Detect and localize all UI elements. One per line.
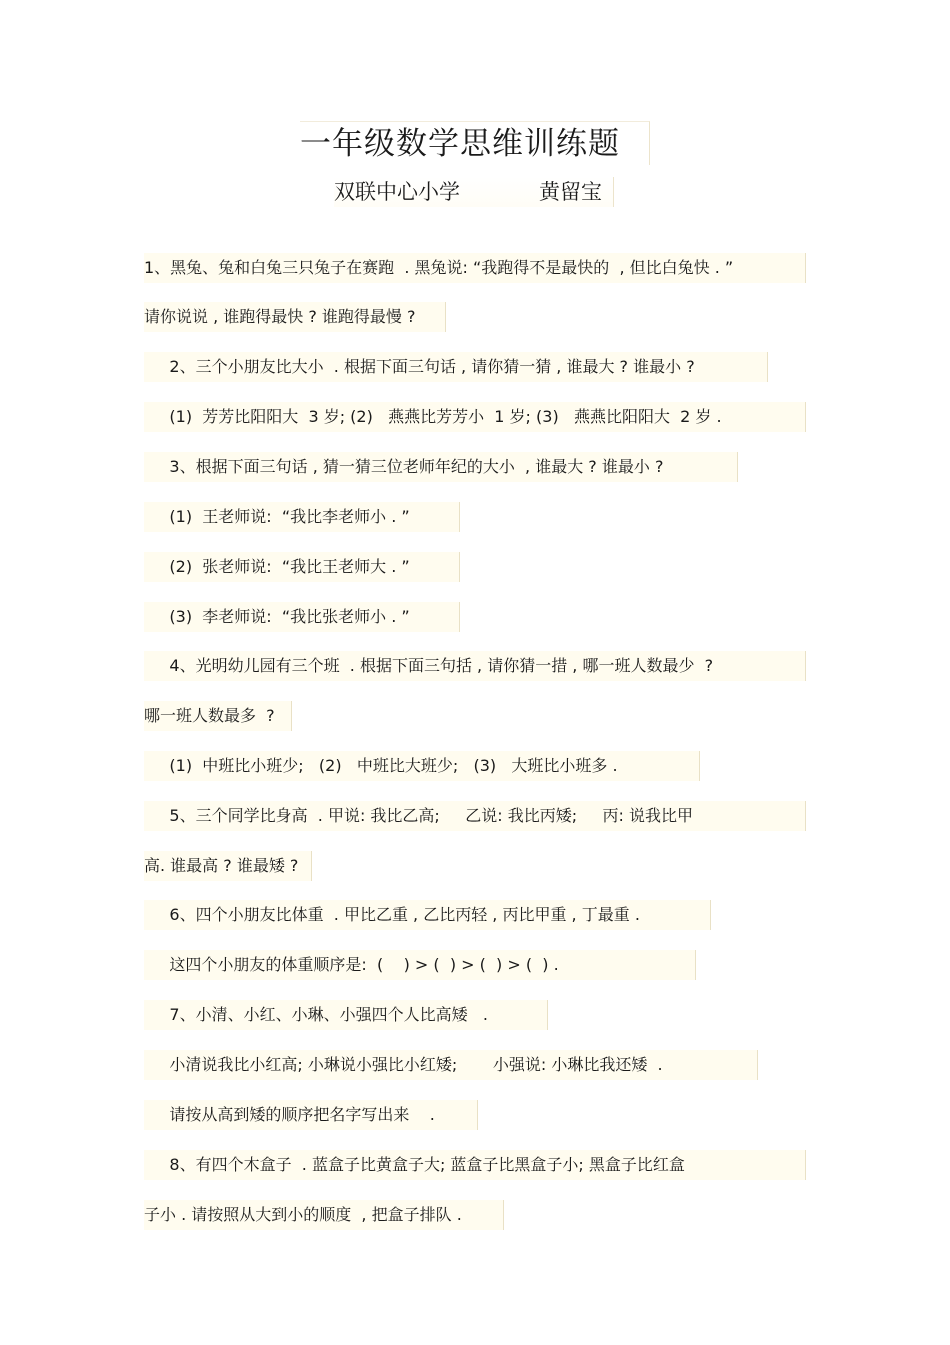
question-1-line-1: 1、黑兔、兔和白兔三只兔子在赛跑 . 黑兔说: “我跑得不是最快的 , 但比白兔快 . ”	[144, 253, 806, 283]
question-8-line-2: 子小 . 请按照从大到小的顺度 , 把盒子排队 .	[144, 1200, 504, 1230]
question-7-line-2: 小清说我比小红高; 小琳说小强比小红矮; 小强说: 小琳比我还矮 .	[144, 1050, 758, 1080]
question-4-line-1: 4、光明幼儿园有三个班 . 根据下面三句括 , 请你猜一措 , 哪一班人数最少 ?	[144, 651, 806, 681]
question-2-line-2: (1) 芳芳比阳阳大 3 岁; (2) 燕燕比芳芳小 1 岁; (3) 燕燕比阳阳大 2 岁 .	[144, 402, 806, 432]
author-name: 黄留宝	[539, 180, 602, 204]
question-5-line-1: 5、三个同学比身高 . 甲说: 我比乙高; 乙说: 我比丙矮; 丙: 说我比甲	[144, 801, 806, 831]
question-4-line-2: 哪一班人数最多 ?	[144, 701, 292, 731]
question-3-line-2: (1) 王老师说: “我比李老师小 . ”	[144, 502, 460, 532]
author-line	[334, 177, 614, 207]
question-2-line-1: 2、三个小朋友比大小 . 根据下面三句话 , 请你猜一猜 , 谁最大 ? 谁最小 ?	[144, 352, 768, 382]
question-3-line-3: (2) 张老师说: “我比王老师大 . ”	[144, 552, 460, 582]
question-7-line-1: 7、小清、小红、小琳、小强四个人比高矮 .	[144, 1000, 548, 1030]
question-1-line-2: 请你说说 , 谁跑得最快 ? 谁跑得最慢 ?	[144, 302, 446, 332]
question-7-line-3: 请按从高到矮的顺序把名字写出来 .	[144, 1100, 478, 1130]
question-6-line-1: 6、四个小朋友比体重 . 甲比乙重 , 乙比丙轻 , 丙比甲重 , 丁最重 .	[144, 900, 711, 930]
question-3-line-4: (3) 李老师说: “我比张老师小 . ”	[144, 602, 460, 632]
question-6-line-2: 这四个小朋友的体重顺序是: ( ) > ( ) > ( ) > ( ) .	[144, 950, 696, 980]
question-4-line-3: (1) 中班比小班少; (2) 中班比大班少; (3) 大班比小班多 .	[144, 751, 700, 781]
school-name: 双联中心小学	[334, 180, 460, 204]
question-8-line-1: 8、有四个木盒子 . 蓝盒子比黄盒子大; 蓝盒子比黑盒子小; 黑盒子比红盒	[144, 1150, 806, 1180]
question-3-line-1: 3、根据下面三句话 , 猜一猜三位老师年纪的大小 , 谁最大 ? 谁最小 ?	[144, 452, 738, 482]
page-title: 一年级数学思维训练题	[300, 121, 650, 165]
question-5-line-2: 高. 谁最高 ? 谁最矮 ?	[144, 851, 312, 881]
